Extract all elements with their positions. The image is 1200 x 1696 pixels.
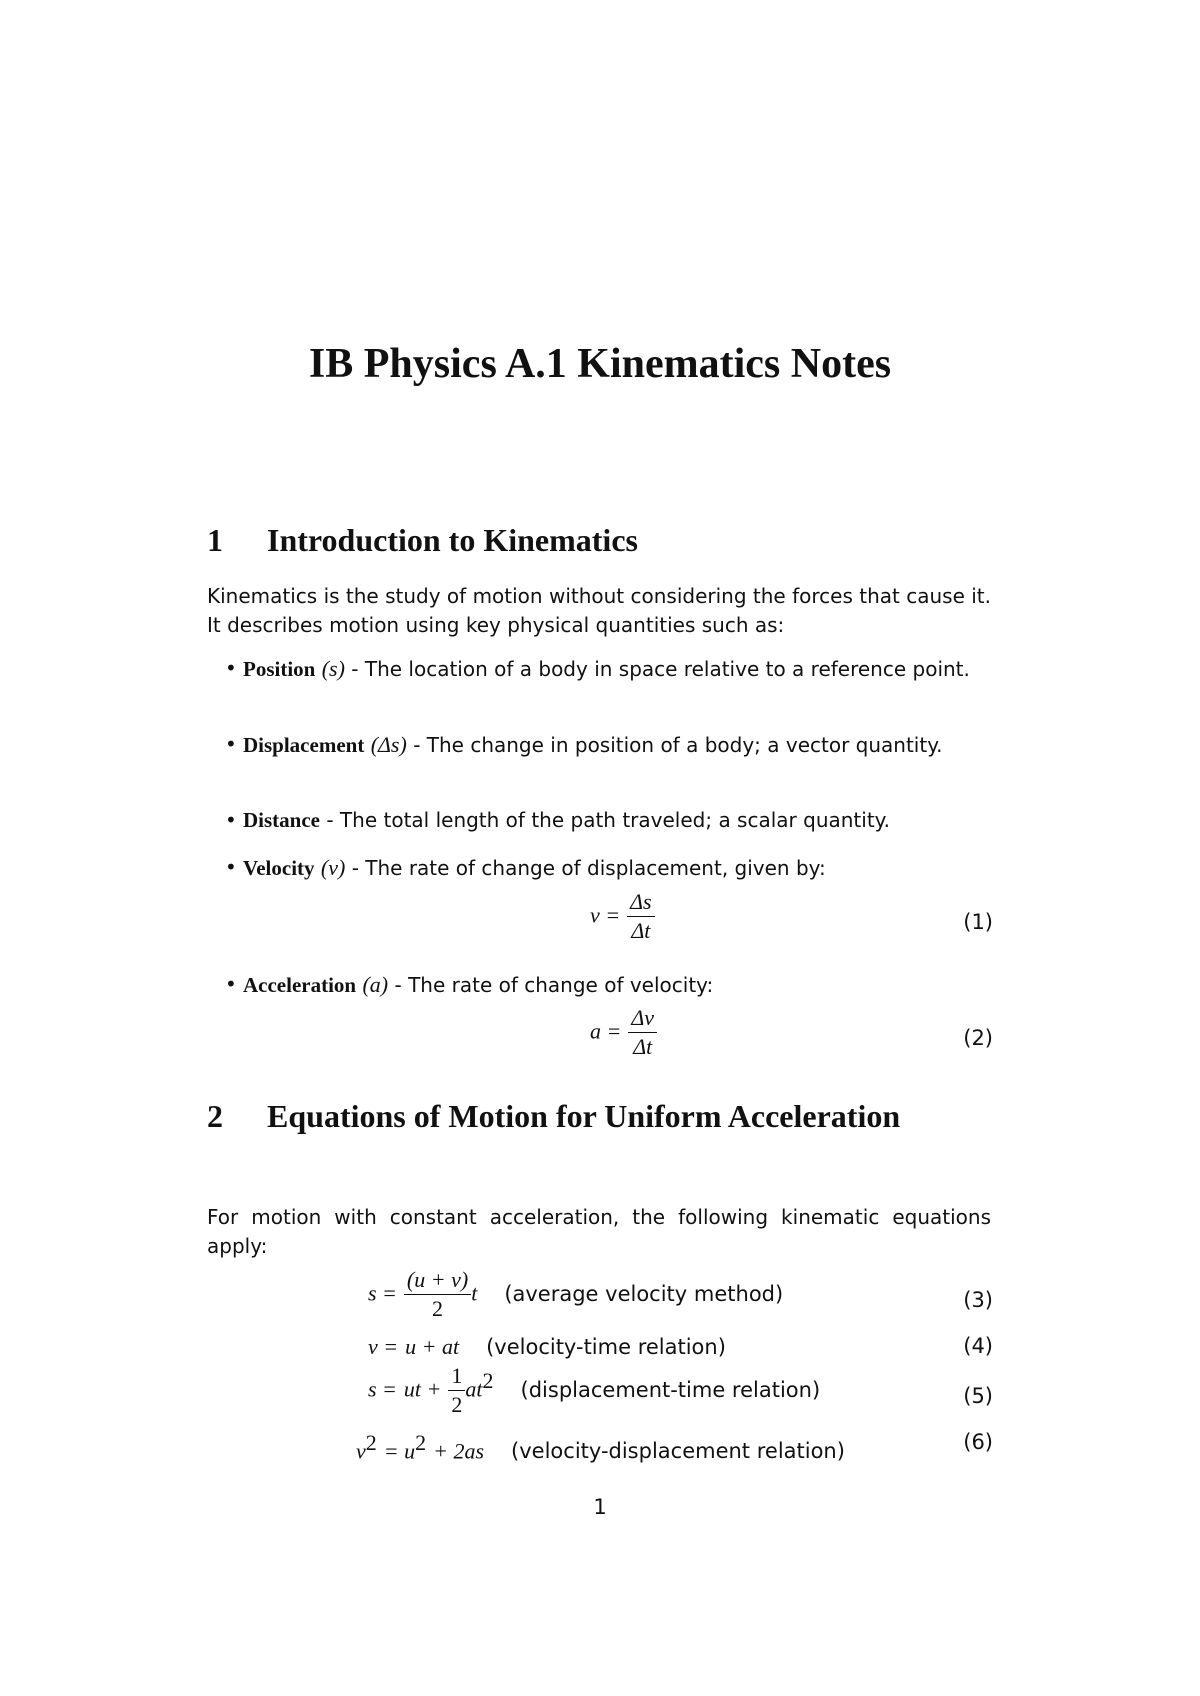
- equation-note: (velocity-displacement relation): [511, 1439, 845, 1464]
- equation-eq: = u: [383, 1438, 416, 1464]
- page-number: 1: [593, 1495, 607, 1519]
- section-1-intro: Kinematics is the study of motion without considering the forces that cause it. It describes motion using key physical quantities such as:: [207, 584, 991, 637]
- denominator: 2: [451, 1392, 463, 1417]
- symbol: (v): [320, 855, 346, 880]
- equation-lhs: a =: [590, 1018, 622, 1044]
- equation-tail: at: [465, 1376, 483, 1402]
- equation-lhs: s =: [368, 1280, 397, 1306]
- section-2-intro: For motion with constant acceleration, the following kinematic equations apply:: [207, 1205, 991, 1258]
- fraction: [448, 1362, 465, 1419]
- list-item-displacement: [225, 730, 991, 760]
- section-number: 2: [207, 1098, 223, 1134]
- equation-6: [356, 1430, 845, 1464]
- numerator: 1: [448, 1362, 465, 1391]
- definition: - The rate of change of velocity:: [394, 973, 714, 997]
- equation-number-1: (1): [963, 910, 993, 934]
- symbol: (a): [362, 972, 389, 997]
- denominator: Δt: [633, 1034, 653, 1059]
- equation-1: [590, 888, 655, 945]
- exponent: 2: [415, 1430, 427, 1455]
- numerator: Δv: [628, 1004, 657, 1033]
- equation-lhs: v: [356, 1438, 366, 1464]
- page-title: IB Physics A.1 Kinematics Notes: [308, 341, 892, 387]
- definition: - The location of a body in space relative to a reference point.: [351, 657, 970, 681]
- term: Position: [243, 657, 316, 681]
- definition: - The change in position of a body; a vector quantity.: [413, 733, 943, 757]
- equation-note: (displacement-time relation): [520, 1377, 821, 1402]
- symbol: (Δs): [370, 732, 407, 757]
- denominator: Δt: [631, 918, 651, 943]
- bullet-icon: •: [225, 656, 237, 680]
- bullet-icon: •: [225, 972, 237, 996]
- equation-expression: + 2as: [433, 1438, 485, 1464]
- term: Velocity: [243, 856, 315, 880]
- list-item-distance: [225, 806, 991, 835]
- equation-number-6: (6): [963, 1430, 993, 1454]
- symbol: (s): [321, 656, 345, 681]
- equation-number-5: (5): [963, 1384, 993, 1408]
- equation-tail: t: [471, 1280, 478, 1306]
- bullet-icon: •: [225, 808, 237, 832]
- numerator: Δs: [627, 888, 654, 917]
- equation-2: [590, 1004, 657, 1061]
- list-item-acceleration: [225, 970, 991, 1000]
- exponent: 2: [482, 1368, 494, 1394]
- equation-note: (velocity-time relation): [486, 1335, 726, 1359]
- equation-lhs: s =: [368, 1376, 397, 1402]
- numerator: (u + v): [404, 1266, 471, 1295]
- equation-expression: u + at: [405, 1334, 460, 1359]
- equation-note: (average velocity method): [504, 1281, 784, 1306]
- section-number: 1: [207, 522, 223, 558]
- denominator: 2: [432, 1296, 444, 1321]
- term: Acceleration: [243, 973, 357, 997]
- exponent: 2: [365, 1430, 377, 1455]
- equation-number-4: (4): [963, 1334, 993, 1358]
- equation-number-2: (2): [963, 1026, 993, 1050]
- equation-number-3: (3): [963, 1288, 993, 1312]
- fraction: [627, 888, 654, 945]
- equation-3: [368, 1266, 783, 1323]
- fraction: [628, 1004, 657, 1061]
- equation-pre: ut +: [403, 1376, 442, 1402]
- term: Displacement: [243, 733, 365, 757]
- section-title: Equations of Motion for Uniform Acceleration: [267, 1098, 901, 1134]
- list-item-position: [225, 654, 991, 684]
- fraction: [404, 1266, 471, 1323]
- equation-lhs: v =: [590, 902, 621, 928]
- equation-5: [368, 1362, 820, 1419]
- bullet-icon: •: [225, 732, 237, 756]
- list-item-velocity: [225, 853, 991, 883]
- equation-4: [368, 1334, 726, 1360]
- bullet-icon: •: [225, 855, 237, 879]
- term: Distance: [243, 808, 320, 832]
- equation-lhs: v =: [368, 1334, 399, 1359]
- definition: - The total length of the path traveled; a scalar quantity.: [326, 808, 891, 832]
- definition: - The rate of change of displacement, given by:: [351, 856, 826, 880]
- section-title: Introduction to Kinematics: [267, 522, 638, 558]
